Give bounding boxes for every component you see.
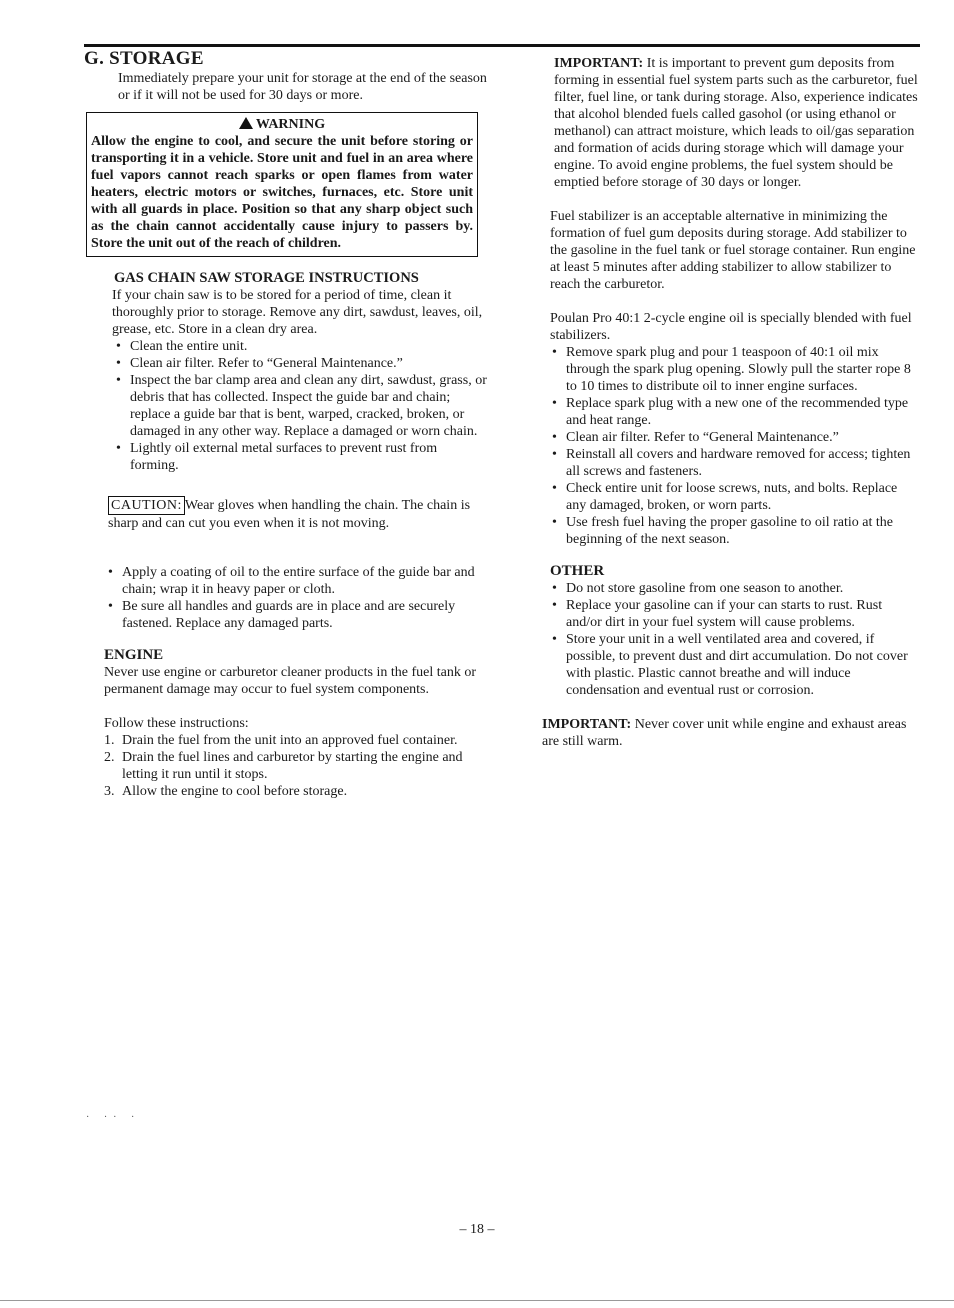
after-caution-bullets [106,564,488,632]
list-item: • Clean air filter. Refer to “General Maintenance.” [550,429,920,446]
list-item: • Clean the entire unit. [114,338,488,355]
important-paragraph: IMPORTANT: It is important to prevent gum deposits from forming in essential fuel system parts such as the carburetor, fuel filter, fuel line, or tank during storage. Also, experience indicates that alcohol blended fuels called gasohol (or using ethanol or methanol) can attract moisture, which leads to oil/gas separation and formation of acids during storage which will damage your engine. To avoid engine problems, the fuel system should be emptied before storage of 30 days or longer. [554,56,918,190]
warning-title: WARNING [91,116,473,133]
right-column [542,55,920,750]
list-item: • Apply a coating of oil to the entire surface of the guide bar and chain; wrap it in heavy paper or cloth. [106,564,488,598]
list-item: • Replace your gasoline can if your can starts to rust. Rust and/or dirt in your fuel system will cause problems. [550,597,920,631]
caution-label: CAUTION: [108,496,185,515]
important-label: IMPORTANT: [554,56,644,71]
intro-paragraph: Immediately prepare your unit for storage at the end of the season or if it will not be used for 30 days or more. [118,71,487,103]
warning-text: Allow the engine to cool, and secure the unit before storing or transporting it in a vehicle. Store unit and fuel in an area where fuel vapors cannot reach sparks or open flames from water heaters, electric motors or switches, furnaces, etc. Store unit with all guards in place. Position so that any sharp object such as the chain cannot accidentally cause injury to passers by. Store the unit out of the reach of children. [91,134,473,251]
gas-chain-saw-section [84,269,488,474]
warning-triangle-icon [239,117,253,129]
important-final-label: IMPORTANT: [542,717,632,732]
top-rule [84,44,920,47]
important-final: IMPORTANT: Never cover unit while engine and exhaust areas are still warm. [542,717,907,749]
scan-specks: · ·· · [86,1112,141,1123]
list-item: • Clean air filter. Refer to “General Maintenance.” [114,355,488,372]
after-caution-section [84,564,488,632]
list-item: • Do not store gasoline from one season to another. [550,580,920,597]
section-title: G. STORAGE [84,48,204,69]
stabilizer-paragraph: Fuel stabilizer is an acceptable alternative in minimizing the formation of fuel gum deposits during storage. Add stabilizer to the gasoline in the fuel tank or fuel storage container. Run engine at least 5 minutes after adding stabilizer to allow stabilizer to reach the carburetor. [550,209,916,292]
other-heading: OTHER [550,563,605,579]
left-column [84,48,488,800]
gas-chain-saw-intro: If your chain saw is to be stored for a period of time, clean it thoroughly prior to storage. Remove any dirt, sawdust, leaves, oil, grease, etc. Store in a clean dry area. [112,288,483,337]
list-item: 2. Drain the fuel lines and carburetor by starting the engine and letting it run until it stops. [104,750,463,782]
engine-section [84,646,488,800]
list-item: • Be sure all handles and guards are in place and are securely fastened. Replace any damaged parts. [106,598,488,632]
caution-block [84,496,488,532]
list-item: • Replace spark plug with a new one of the recommended type and heat range. [550,395,920,429]
engine-follow: Follow these instructions: [104,716,249,731]
list-item: 3. Allow the engine to cool before storage. [104,784,348,799]
list-item: 1. Drain the fuel from the unit into an approved fuel container. [104,733,458,748]
warning-box [86,112,478,257]
gas-chain-saw-heading: GAS CHAIN SAW STORAGE INSTRUCTIONS [114,270,419,286]
page-number: – 18 – [459,1222,495,1237]
list-item: • Reinstall all covers and hardware removed for access; tighten all screws and fasteners. [550,446,920,480]
engine-text: Never use engine or carburetor cleaner products in the fuel tank or permanent damage may occur to fuel system components. [104,665,477,697]
list-item: • Use fresh fuel having the proper gasoline to oil ratio at the beginning of the next season. [550,514,920,548]
storage-steps-bullets [550,344,920,548]
gas-chain-saw-bullets [114,338,488,474]
list-item: • Lightly oil external metal surfaces to prevent rust from forming. [114,440,488,474]
list-item: • Remove spark plug and pour 1 teaspoon of 40:1 oil mix through the spark plug opening. Slowly pull the starter rope 8 to 10 times to distribute oil to inner engine surfaces. [550,344,920,395]
engine-steps [104,732,488,800]
bottom-rule [0,1300,954,1301]
list-item: • Inspect the bar clamp area and clean any dirt, sawdust, grass, or debris that has collected. Inspect the guide bar and chain; replace a guide bar that is bent, warped, cracked, broken, or damaged in any other way. Replace a damaged or worn chain. [114,372,488,440]
engine-heading: ENGINE [104,647,164,663]
caution-text: CAUTION: Wear gloves when handling the chain. The chain is sharp and can cut you even when it is not moving. [108,498,471,531]
list-item: • Check entire unit for loose screws, nuts, and bolts. Replace any damaged, broken, or worn parts. [550,480,920,514]
poulan-paragraph: Poulan Pro 40:1 2-cycle engine oil is specially blended with fuel stabilizers. [550,311,912,343]
list-item: • Store your unit in a well ventilated area and covered, if possible, to prevent dust and dirt accumulation. Do not cover with plastic. Plastic cannot breathe and will induce condensation and eventual rust or corrosion. [550,631,920,699]
other-bullets [550,580,920,699]
